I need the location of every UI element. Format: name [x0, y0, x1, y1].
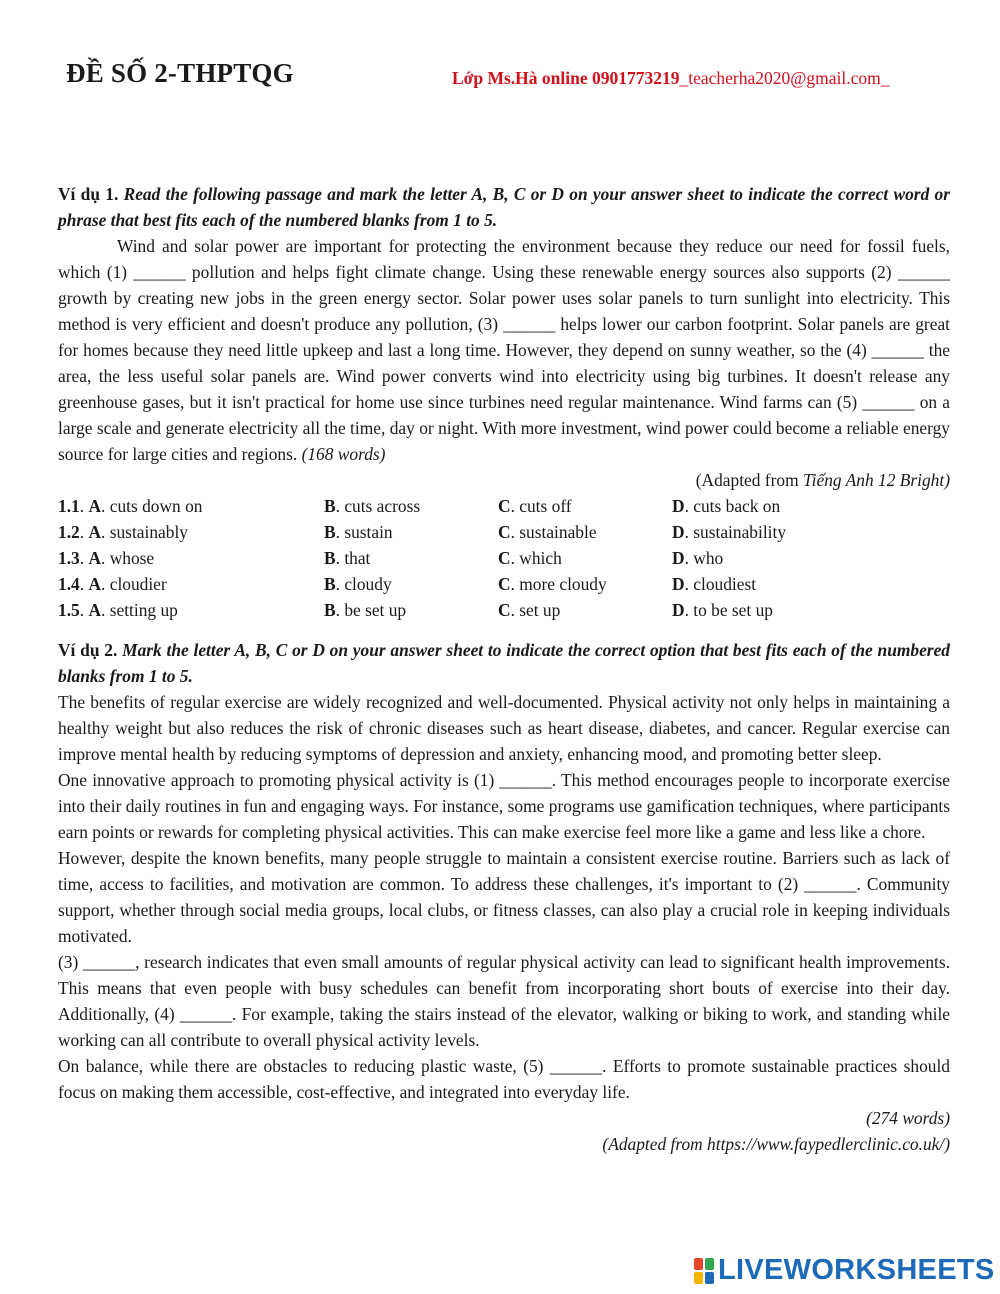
liveworksheets-wordmark: LIVEWORKSHEETS	[718, 1254, 995, 1286]
exercise-1-word-count: (168 words)	[301, 444, 386, 464]
liveworksheets-logo	[694, 1254, 995, 1287]
question-row	[58, 571, 950, 597]
option-b[interactable]: B. sustain	[324, 522, 393, 542]
document-body	[58, 181, 950, 1157]
question-row	[58, 493, 950, 519]
option-a[interactable]: 1.1. A. cuts down on	[58, 496, 203, 516]
exercise-2-instruction-text: Mark the letter A, B, C or D on your answer sheet to indicate the correct option that best fits each of the numbered blanks from 1 to 5.	[58, 640, 950, 686]
option-c[interactable]: C. set up	[498, 600, 561, 620]
exercise-2-paragraph-4: (3) ______, research indicates that even small amounts of regular physical activity can lead to significant health improvements. This means that even people with busy schedules can benefit from incorporating short bouts of exercise into their day. Additionally, (4) ______. For example, taking the stairs instead of the elevator, walking or biking to work, and standing while working can all contribute to overall physical activity levels.	[58, 952, 950, 1050]
exercise-1-source: (Adapted from Tiếng Anh 12 Bright)	[695, 470, 950, 490]
exercise-1-instruction-text: Read the following passage and mark the letter A, B, C or D on your answer sheet to indicate the correct word or phrase that best fits each of the numbered blanks from 1 to 5.	[58, 184, 950, 230]
exercise-2-label: Ví dụ 2.	[58, 640, 118, 660]
option-b[interactable]: B. cloudy	[324, 574, 392, 594]
option-d[interactable]: D. cloudiest	[672, 574, 757, 594]
exercise-1-instruction	[58, 181, 950, 233]
option-a[interactable]: 1.4. A. cloudier	[58, 574, 167, 594]
exercise-2-word-count: (274 words)	[866, 1108, 950, 1128]
option-c[interactable]: C. sustainable	[498, 522, 597, 542]
option-a[interactable]: 1.2. A. sustainably	[58, 522, 188, 542]
option-d[interactable]: D. cuts back on	[672, 496, 781, 516]
contact-class-phone: Lớp Ms.Hà online 0901773219	[452, 68, 680, 88]
contact-email: _teacherha2020@gmail.com_	[679, 68, 890, 88]
option-b[interactable]: B. cuts across	[324, 496, 421, 516]
option-b[interactable]: B. be set up	[324, 600, 407, 620]
option-c[interactable]: C. which	[498, 548, 562, 568]
question-row	[58, 519, 950, 545]
exercise-1-label: Ví dụ 1.	[58, 184, 119, 204]
option-a[interactable]: 1.5. A. setting up	[58, 600, 178, 620]
option-a[interactable]: 1.3. A. whose	[58, 548, 155, 568]
option-c[interactable]: C. more cloudy	[498, 574, 607, 594]
exercise-2-paragraph-5: On balance, while there are obstacles to reducing plastic waste, (5) ______. Efforts to promote sustainable practices should focus on making them accessible, cost-effective, and integrated into everyday life.	[58, 1056, 950, 1102]
option-d[interactable]: D. sustainability	[672, 522, 787, 542]
question-row	[58, 597, 950, 623]
exercise-2-paragraph-1: The benefits of regular exercise are widely recognized and well-documented. Physical activity not only helps in maintaining a healthy weight but also reduces the risk of chronic diseases such as heart disease, diabetes, and cancer. Regular exercise can improve mental health by reducing symptoms of depression and anxiety, enhancing mood, and promoting better sleep.	[58, 692, 950, 764]
exercise-2-paragraph-3: However, despite the known benefits, many people struggle to maintain a consistent exercise routine. Barriers such as lack of time, access to facilities, and motivation are common. To address these challenges, it's important to (2) ______. Community support, whether through social media groups, local clubs, or fitness classes, can also play a crucial role in keeping individuals motivated.	[58, 848, 950, 946]
option-d[interactable]: D. to be set up	[672, 600, 773, 620]
exercise-1-passage: Wind and solar power are important for protecting the environment because they reduce our need for fossil fuels, which (1) ______ pollution and helps fight climate change. Using these renewable energy sources also supports (2) ______ growth by creating new jobs in the green energy sector. Solar power uses solar panels to turn sunlight into electricity. This method is very efficient and doesn't produce any pollution, (3) ______ helps lower our carbon footprint. Solar panels are great for homes because they need little upkeep and last a long time. However, they depend on sunny weather, so the (4) ______ the area, the less useful solar panels are. Wind power converts wind into electricity using big turbines. It doesn't release any greenhouse gases, but it isn't practical for home use since turbines need regular maintenance. Wind farms can (5) ______ on a large scale and generate electricity all the time, day or night. With more investment, wind power could become a reliable energy source for large cities and regions. (168 words)	[58, 236, 950, 464]
option-b[interactable]: B. that	[324, 548, 371, 568]
exercise-2-instruction	[58, 637, 950, 689]
option-d[interactable]: D. who	[672, 548, 724, 568]
liveworksheets-icon	[694, 1258, 714, 1284]
question-row	[58, 545, 950, 571]
exercise-2-source: (Adapted from https://www.faypedlerclinic.co.uk/)	[602, 1134, 950, 1154]
exercise-1-questions	[58, 493, 950, 623]
option-c[interactable]: C. cuts off	[498, 496, 572, 516]
exercise-2-paragraph-2: One innovative approach to promoting physical activity is (1) ______. This method encourages people to incorporate exercise into their daily routines in fun and engaging ways. For instance, some programs use gamification techniques, where participants earn points or rewards for completing physical activities. This can make exercise feel more like a game and less like a chore.	[58, 770, 950, 842]
document-title: ĐỀ SỐ 2-THPTQG	[66, 58, 294, 88]
contact-info	[452, 68, 890, 89]
